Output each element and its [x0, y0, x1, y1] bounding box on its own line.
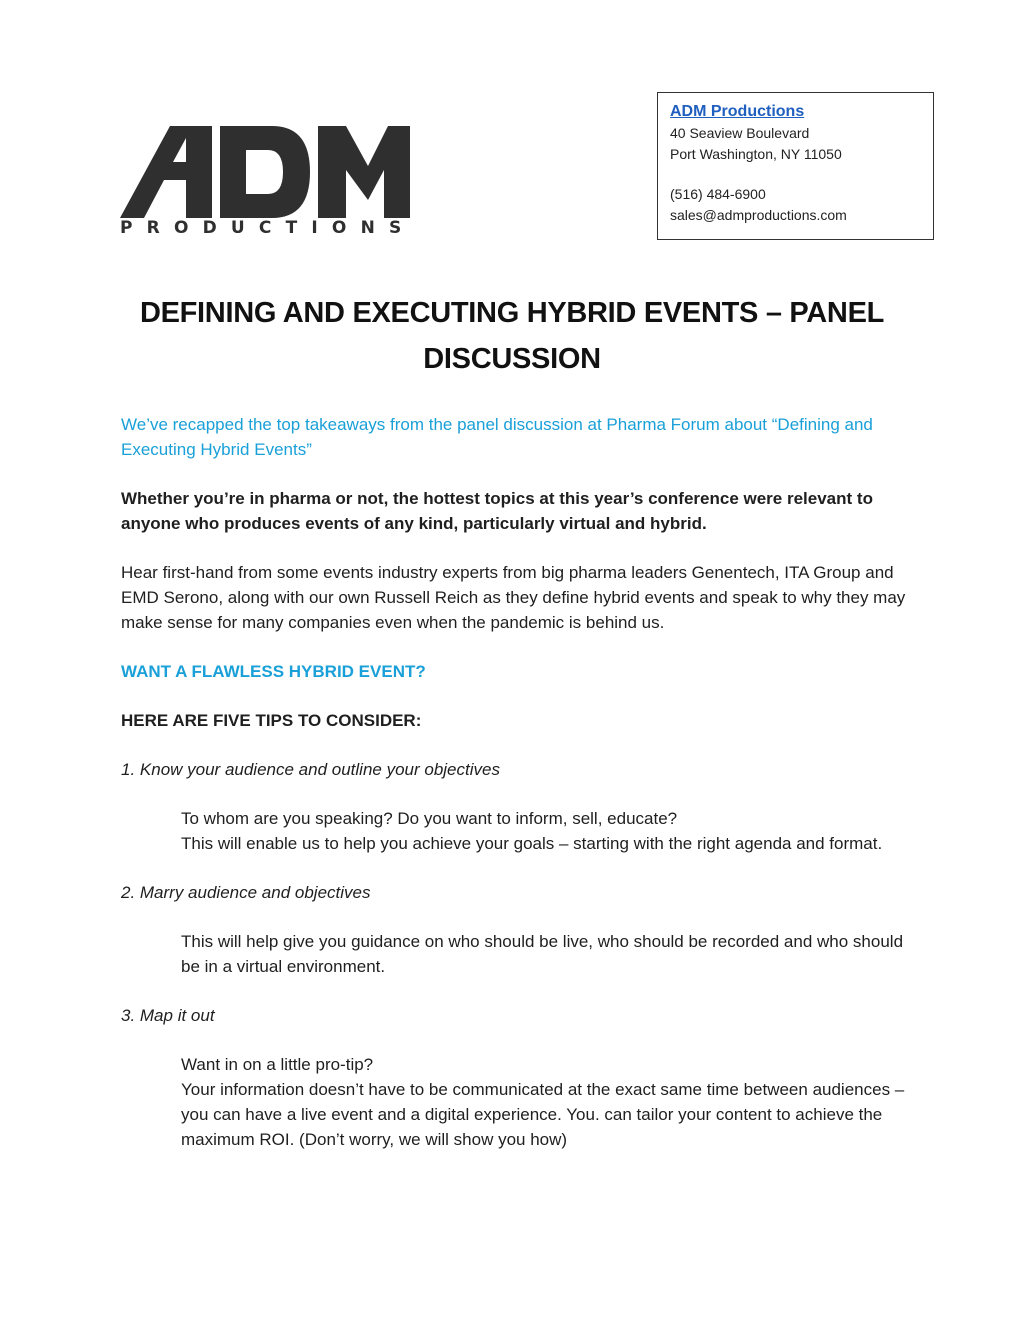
tip-line: To whom are you speaking? Do you want to inform, sell, educate?: [181, 809, 678, 828]
email-address: sales@admproductions.com: [670, 207, 847, 223]
tip-line: Want in on a little pro-tip?: [181, 1055, 374, 1074]
body-paragraph: Hear first-hand from some events industry experts from big pharma leaders Genentech, ITA Group and EMD Serono, along with our own Russell Reich as they define hybrid events and speak to why they may make sense for many companies even when the pandemic is behind us.: [121, 563, 906, 632]
tip-title: 2. Marry audience and objectives: [121, 883, 371, 902]
title-line-2: DISCUSSION: [423, 343, 601, 375]
address-line-1: 40 Seaview Boulevard: [670, 125, 810, 141]
tip-line: Your information doesn’t have to be communicated at the exact same time between audiences – you can have a live event and a digital experience. You. can tailor your content to achieve the maximum ROI. (Don’t worry, we will show you how): [181, 1080, 905, 1149]
page-title: [120, 290, 904, 382]
highlight-paragraph: Whether you’re in pharma or not, the hottest topics at this year’s conference were relevant to anyone who produces events of any kind, particularly virtual and hybrid.: [121, 489, 873, 533]
tips-heading: HERE ARE FIVE TIPS TO CONSIDER:: [121, 711, 422, 730]
cta-heading: WANT A FLAWLESS HYBRID EVENT?: [121, 662, 426, 681]
contact-box: [657, 92, 934, 240]
title-line-1: DEFINING AND EXECUTING HYBRID EVENTS – PANEL: [139, 297, 885, 329]
tip-title: 1. Know your audience and outline your objectives: [121, 760, 500, 779]
logo-subtitle: PRODUCTIONS: [120, 218, 416, 238]
tip-title: 3. Map it out: [121, 1006, 215, 1025]
tip-line: This will help give you guidance on who should be live, who should be recorded and who should be in a virtual environment.: [181, 932, 904, 976]
tip-line: This will enable us to help you achieve your goals – starting with the right agenda and format.: [181, 834, 883, 853]
article-body: [121, 412, 911, 1152]
phone-number: (516) 484-6900: [670, 186, 766, 202]
address-line-2: Port Washington, NY 11050: [670, 146, 842, 162]
company-name-link[interactable]: ADM Productions: [670, 103, 805, 120]
company-logo: [120, 126, 416, 238]
intro-paragraph: We’ve recapped the top takeaways from the panel discussion at Pharma Forum about “Defining and Executing Hybrid Events”: [121, 415, 873, 459]
adm-logo-mark: [120, 126, 410, 218]
